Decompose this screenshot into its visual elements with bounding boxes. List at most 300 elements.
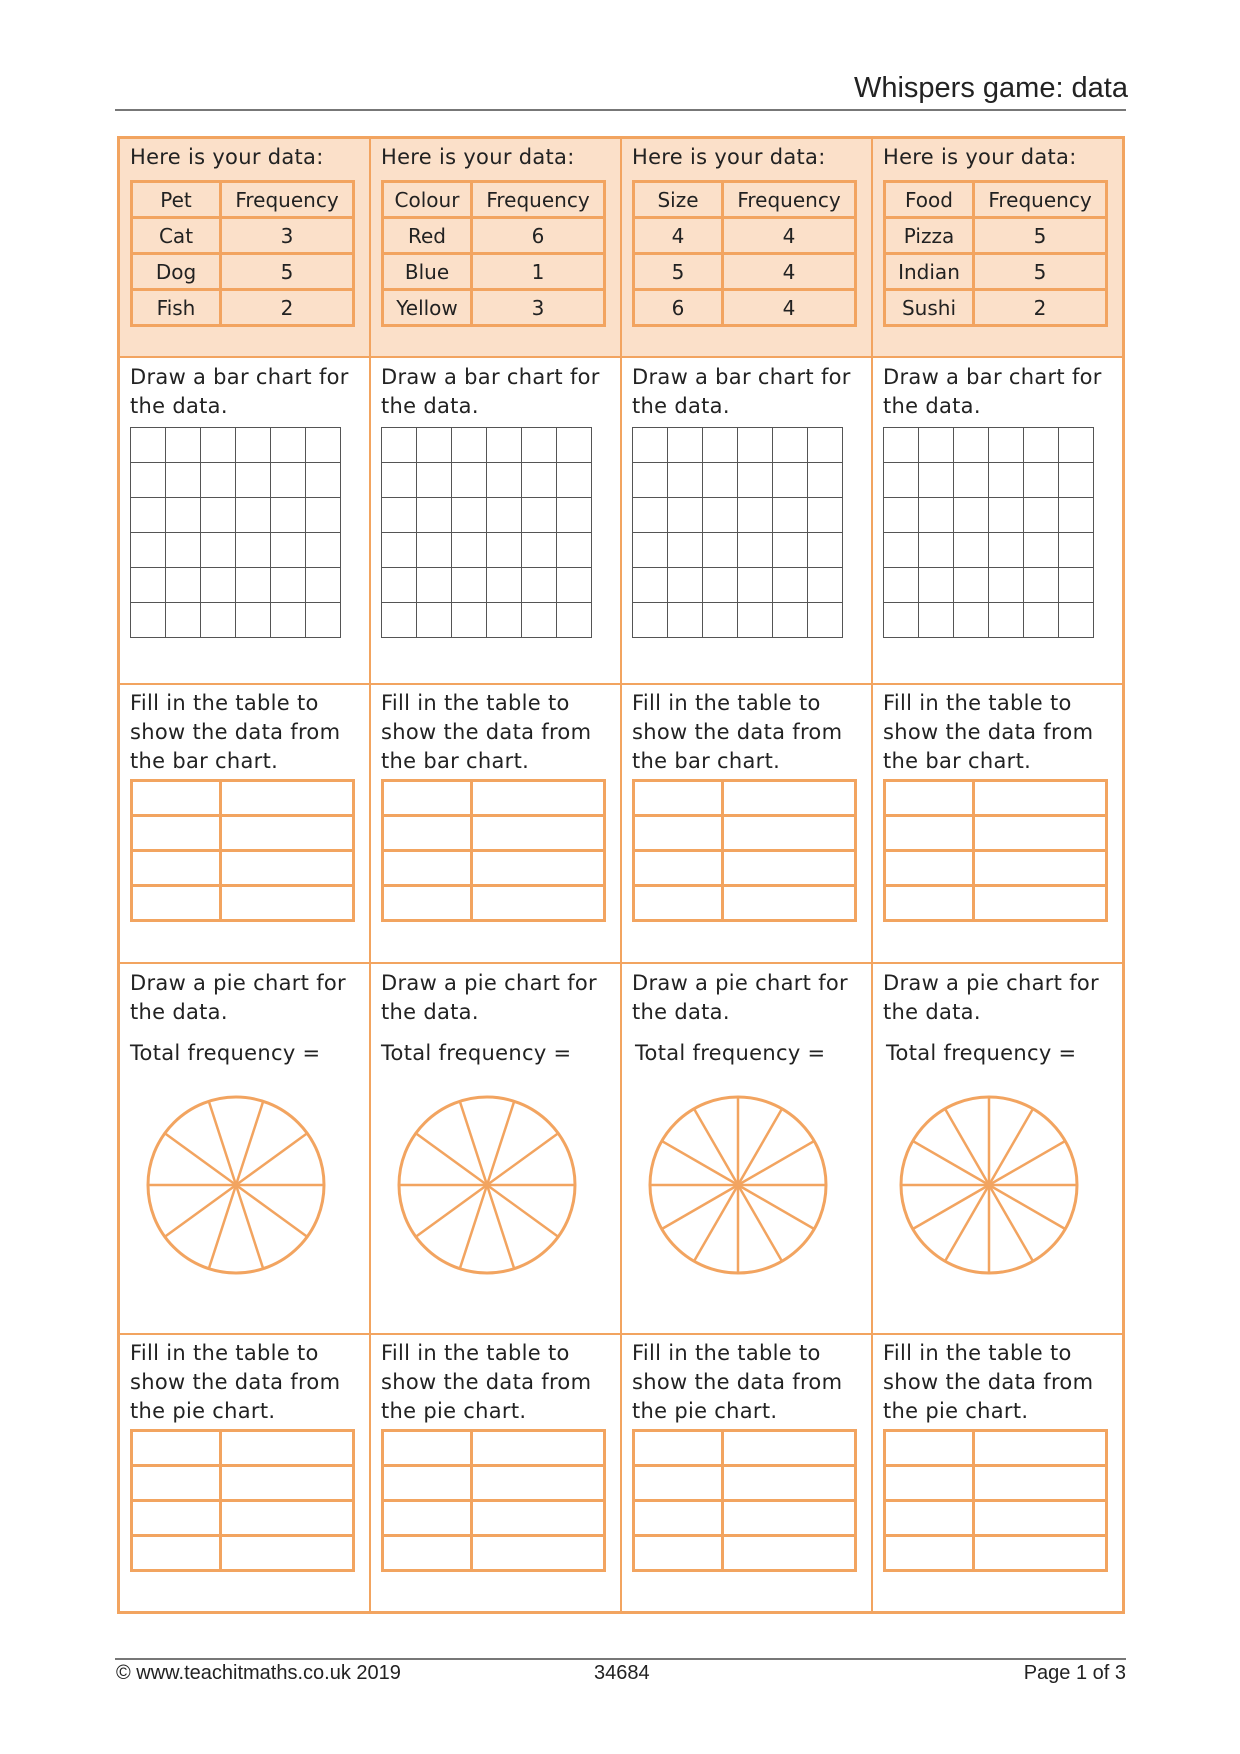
grid-square[interactable]: [989, 568, 1024, 603]
pie-sector-line: [236, 1133, 307, 1185]
blank-cell[interactable]: [723, 1501, 856, 1536]
table-cell: 4: [723, 218, 856, 254]
grid-row: [131, 463, 341, 498]
table-cell: 5: [974, 254, 1107, 290]
table-cell: 5: [634, 254, 723, 290]
fill-bar-table-prompt-line: show the data from: [130, 720, 341, 744]
blank-cell[interactable]: [221, 1536, 354, 1571]
fill-bar-table-prompt: [632, 689, 842, 776]
blank-cell[interactable]: [221, 886, 354, 921]
grid-square[interactable]: [236, 568, 271, 603]
grid-square[interactable]: [417, 498, 452, 533]
grid-square[interactable]: [1059, 568, 1094, 603]
bar-chart-grid[interactable]: [632, 427, 843, 638]
blank-cell[interactable]: [885, 1431, 974, 1466]
blank-cell[interactable]: [383, 886, 472, 921]
total-frequency-label: Total frequency =: [635, 1041, 826, 1065]
grid-square[interactable]: [131, 498, 166, 533]
grid-square[interactable]: [487, 428, 522, 463]
table-row: [132, 1536, 354, 1571]
blank-cell[interactable]: [221, 1431, 354, 1466]
grid-square[interactable]: [236, 603, 271, 638]
grid-row: [382, 498, 592, 533]
grid-square[interactable]: [201, 533, 236, 568]
blank-cell[interactable]: [221, 1466, 354, 1501]
bar-chart-prompt-line: the data.: [381, 394, 479, 418]
grid-square[interactable]: [703, 568, 738, 603]
grid-square[interactable]: [522, 498, 557, 533]
grid-square[interactable]: [1059, 603, 1094, 638]
table-row: [885, 886, 1107, 921]
grid-square[interactable]: [487, 498, 522, 533]
grid-square[interactable]: [236, 498, 271, 533]
grid-square[interactable]: [382, 463, 417, 498]
grid-square[interactable]: [1024, 498, 1059, 533]
grid-square[interactable]: [201, 568, 236, 603]
grid-square[interactable]: [703, 498, 738, 533]
fill-pie-table-prompt: [883, 1339, 1093, 1426]
table-row: [634, 1501, 856, 1536]
grid-square[interactable]: [306, 498, 341, 533]
blank-cell[interactable]: [383, 816, 472, 851]
pie-chart-circle[interactable]: [897, 1093, 1081, 1277]
blank-cell[interactable]: [221, 851, 354, 886]
grid-square[interactable]: [919, 568, 954, 603]
blank-cell[interactable]: [634, 816, 723, 851]
blank-cell[interactable]: [974, 781, 1107, 816]
blank-cell[interactable]: [974, 886, 1107, 921]
grid-square[interactable]: [808, 428, 843, 463]
grid-square[interactable]: [1024, 568, 1059, 603]
blank-cell[interactable]: [472, 886, 605, 921]
grid-square[interactable]: [131, 603, 166, 638]
grid-square[interactable]: [954, 533, 989, 568]
grid-square[interactable]: [808, 568, 843, 603]
pie-answer-table: [632, 1429, 857, 1572]
grid-square[interactable]: [382, 533, 417, 568]
table-row: [885, 1431, 1107, 1466]
grid-square[interactable]: [557, 603, 592, 638]
grid-square[interactable]: [271, 603, 306, 638]
grid-square[interactable]: [1024, 463, 1059, 498]
grid-square[interactable]: [382, 428, 417, 463]
blank-cell[interactable]: [132, 1431, 221, 1466]
grid-square[interactable]: [884, 533, 919, 568]
fill-pie-table-prompt-line: show the data from: [632, 1370, 843, 1394]
table-row: [634, 1466, 856, 1501]
grid-square[interactable]: [236, 463, 271, 498]
table-cell: Red: [383, 218, 472, 254]
grid-square[interactable]: [382, 498, 417, 533]
grid-square[interactable]: [306, 603, 341, 638]
pie-chart-prompt-line: the data.: [130, 1000, 228, 1024]
grid-square[interactable]: [557, 533, 592, 568]
blank-cell[interactable]: [383, 1431, 472, 1466]
grid-row: [131, 428, 341, 463]
pie-chart-prompt-line: the data.: [381, 1000, 479, 1024]
grid-square[interactable]: [452, 498, 487, 533]
grid-square[interactable]: [808, 498, 843, 533]
grid-square[interactable]: [954, 603, 989, 638]
blank-cell[interactable]: [634, 1536, 723, 1571]
table-row: [383, 886, 605, 921]
blank-cell[interactable]: [383, 851, 472, 886]
pie-sector-line: [236, 1185, 307, 1237]
grid-square[interactable]: [773, 428, 808, 463]
grid-square[interactable]: [884, 428, 919, 463]
blank-cell[interactable]: [974, 1501, 1107, 1536]
pie-chart-prompt: [130, 969, 346, 1027]
blank-cell[interactable]: [132, 1536, 221, 1571]
pie-chart-prompt: [883, 969, 1099, 1027]
blank-cell[interactable]: [221, 781, 354, 816]
blank-cell[interactable]: [634, 1466, 723, 1501]
table-cell: 5: [974, 218, 1107, 254]
grid-square[interactable]: [703, 603, 738, 638]
blank-cell[interactable]: [723, 781, 856, 816]
grid-square[interactable]: [989, 463, 1024, 498]
grid-square[interactable]: [1024, 603, 1059, 638]
grid-square[interactable]: [306, 428, 341, 463]
table-row: [634, 1536, 856, 1571]
grid-square[interactable]: [703, 463, 738, 498]
blank-cell[interactable]: [634, 781, 723, 816]
grid-square[interactable]: [271, 498, 306, 533]
grid-square[interactable]: [668, 498, 703, 533]
blank-cell[interactable]: [885, 886, 974, 921]
grid-square[interactable]: [703, 533, 738, 568]
grid-square[interactable]: [166, 568, 201, 603]
fill-bar-table-prompt-line: show the data from: [381, 720, 592, 744]
blank-cell[interactable]: [885, 816, 974, 851]
grid-square[interactable]: [738, 603, 773, 638]
grid-row: [633, 498, 843, 533]
grid-square[interactable]: [201, 603, 236, 638]
table-row: [383, 290, 605, 326]
table-header-row: [383, 182, 605, 218]
bar-answer-table: [883, 779, 1108, 922]
grid-square[interactable]: [884, 463, 919, 498]
table-cell: 2: [974, 290, 1107, 326]
grid-square[interactable]: [522, 463, 557, 498]
table-header-cell: Frequency: [221, 182, 354, 218]
fill-pie-table-prompt: [130, 1339, 340, 1426]
table-row: [885, 218, 1107, 254]
fill-pie-table-prompt: [381, 1339, 591, 1426]
blank-cell[interactable]: [472, 1501, 605, 1536]
grid-square[interactable]: [633, 533, 668, 568]
table-cell: 6: [634, 290, 723, 326]
grid-square[interactable]: [417, 463, 452, 498]
blank-cell[interactable]: [723, 851, 856, 886]
grid-square[interactable]: [884, 603, 919, 638]
blank-cell[interactable]: [974, 851, 1107, 886]
grid-square[interactable]: [306, 568, 341, 603]
grid-square[interactable]: [738, 498, 773, 533]
grid-square[interactable]: [271, 533, 306, 568]
data-heading: Here is your data:: [130, 145, 324, 169]
grid-square[interactable]: [131, 533, 166, 568]
bar-chart-prompt-line: Draw a bar chart for: [632, 365, 851, 389]
grid-square[interactable]: [633, 603, 668, 638]
bar-chart-grid[interactable]: [883, 427, 1094, 638]
grid-square[interactable]: [201, 463, 236, 498]
grid-square[interactable]: [166, 463, 201, 498]
fill-bar-table-prompt-line: the bar chart.: [381, 749, 530, 773]
grid-square[interactable]: [166, 428, 201, 463]
grid-square[interactable]: [884, 498, 919, 533]
table-header-cell: Pet: [132, 182, 221, 218]
grid-square[interactable]: [1059, 428, 1094, 463]
pie-chart-prompt-line: Draw a pie chart for: [130, 971, 346, 995]
blank-cell[interactable]: [383, 1501, 472, 1536]
grid-square[interactable]: [919, 533, 954, 568]
bar-chart-prompt-line: Draw a bar chart for: [883, 365, 1102, 389]
grid-square[interactable]: [989, 533, 1024, 568]
grid-square[interactable]: [738, 533, 773, 568]
grid-square[interactable]: [557, 498, 592, 533]
grid-square[interactable]: [166, 498, 201, 533]
grid-square[interactable]: [773, 498, 808, 533]
grid-square[interactable]: [954, 568, 989, 603]
grid-square[interactable]: [773, 568, 808, 603]
table-row: [634, 218, 856, 254]
grid-square[interactable]: [633, 463, 668, 498]
blank-cell[interactable]: [132, 816, 221, 851]
grid-square[interactable]: [919, 498, 954, 533]
grid-square[interactable]: [201, 498, 236, 533]
grid-square[interactable]: [522, 603, 557, 638]
grid-square[interactable]: [633, 498, 668, 533]
blank-cell[interactable]: [974, 816, 1107, 851]
table-cell: Fish: [132, 290, 221, 326]
blank-cell[interactable]: [723, 816, 856, 851]
table-row: [132, 886, 354, 921]
blank-cell[interactable]: [634, 886, 723, 921]
grid-square[interactable]: [522, 533, 557, 568]
data-heading: Here is your data:: [883, 145, 1077, 169]
grid-square[interactable]: [131, 428, 166, 463]
blank-cell[interactable]: [132, 1466, 221, 1501]
blank-cell[interactable]: [472, 816, 605, 851]
grid-square[interactable]: [989, 428, 1024, 463]
grid-square[interactable]: [487, 463, 522, 498]
grid-square[interactable]: [382, 568, 417, 603]
grid-square[interactable]: [1059, 498, 1094, 533]
grid-square[interactable]: [808, 533, 843, 568]
table-row: [132, 1501, 354, 1536]
pie-sector-line: [209, 1185, 236, 1269]
blank-cell[interactable]: [472, 1431, 605, 1466]
blank-cell[interactable]: [132, 781, 221, 816]
grid-square[interactable]: [773, 463, 808, 498]
table-cell: Sushi: [885, 290, 974, 326]
blank-cell[interactable]: [723, 886, 856, 921]
grid-square[interactable]: [919, 603, 954, 638]
grid-square[interactable]: [131, 568, 166, 603]
table-row: [634, 781, 856, 816]
grid-square[interactable]: [557, 428, 592, 463]
grid-square[interactable]: [738, 463, 773, 498]
grid-square[interactable]: [452, 428, 487, 463]
grid-square[interactable]: [773, 533, 808, 568]
blank-cell[interactable]: [974, 1431, 1107, 1466]
blank-cell[interactable]: [634, 1431, 723, 1466]
column-divider: [620, 139, 622, 1611]
table-row: [132, 254, 354, 290]
grid-square[interactable]: [452, 568, 487, 603]
blank-cell[interactable]: [132, 851, 221, 886]
pie-chart-circle[interactable]: [395, 1093, 579, 1277]
grid-square[interactable]: [166, 533, 201, 568]
grid-square[interactable]: [487, 568, 522, 603]
blank-cell[interactable]: [634, 851, 723, 886]
table-header-row: [132, 182, 354, 218]
blank-cell[interactable]: [885, 1466, 974, 1501]
grid-row: [633, 463, 843, 498]
grid-square[interactable]: [919, 428, 954, 463]
blank-cell[interactable]: [383, 781, 472, 816]
grid-square[interactable]: [131, 463, 166, 498]
table-header-row: [634, 182, 856, 218]
grid-square[interactable]: [989, 498, 1024, 533]
grid-square[interactable]: [633, 428, 668, 463]
pie-sector-line: [209, 1101, 236, 1185]
blank-cell[interactable]: [132, 886, 221, 921]
grid-square[interactable]: [1059, 533, 1094, 568]
table-row: [383, 781, 605, 816]
pie-chart-circle[interactable]: [646, 1093, 830, 1277]
grid-square[interactable]: [382, 603, 417, 638]
blank-cell[interactable]: [974, 1536, 1107, 1571]
blank-cell[interactable]: [723, 1536, 856, 1571]
blank-cell[interactable]: [221, 1501, 354, 1536]
grid-square[interactable]: [417, 603, 452, 638]
grid-square[interactable]: [306, 533, 341, 568]
grid-square[interactable]: [236, 533, 271, 568]
table-cell: 4: [723, 254, 856, 290]
blank-cell[interactable]: [723, 1431, 856, 1466]
blank-cell[interactable]: [472, 851, 605, 886]
grid-row: [884, 603, 1094, 638]
pie-sector-line: [165, 1185, 236, 1237]
grid-square[interactable]: [271, 463, 306, 498]
grid-square[interactable]: [557, 568, 592, 603]
blank-cell[interactable]: [885, 851, 974, 886]
blank-cell[interactable]: [472, 781, 605, 816]
grid-square[interactable]: [236, 428, 271, 463]
pie-sector-line: [236, 1101, 263, 1185]
grid-square[interactable]: [668, 428, 703, 463]
grid-square[interactable]: [452, 463, 487, 498]
fill-pie-table-prompt: [632, 1339, 842, 1426]
grid-square[interactable]: [738, 428, 773, 463]
bar-chart-grid[interactable]: [130, 427, 341, 638]
blank-cell[interactable]: [132, 1501, 221, 1536]
grid-square[interactable]: [773, 603, 808, 638]
grid-square[interactable]: [166, 603, 201, 638]
grid-square[interactable]: [1024, 533, 1059, 568]
fill-pie-table-prompt-line: the pie chart.: [632, 1399, 778, 1423]
grid-square[interactable]: [668, 568, 703, 603]
grid-square[interactable]: [1024, 428, 1059, 463]
grid-square[interactable]: [633, 568, 668, 603]
grid-square[interactable]: [1059, 463, 1094, 498]
grid-square[interactable]: [919, 463, 954, 498]
grid-square[interactable]: [417, 533, 452, 568]
blank-cell[interactable]: [221, 816, 354, 851]
fill-pie-table-prompt-line: the pie chart.: [883, 1399, 1029, 1423]
grid-row: [884, 568, 1094, 603]
blank-cell[interactable]: [383, 1466, 472, 1501]
bar-chart-prompt-line: the data.: [883, 394, 981, 418]
grid-square[interactable]: [954, 428, 989, 463]
grid-square[interactable]: [306, 463, 341, 498]
blank-cell[interactable]: [634, 1501, 723, 1536]
grid-square[interactable]: [487, 603, 522, 638]
table-header-cell: Frequency: [472, 182, 605, 218]
pie-sector-line: [236, 1185, 263, 1269]
bar-chart-grid[interactable]: [381, 427, 592, 638]
fill-pie-table-prompt-line: the pie chart.: [381, 1399, 527, 1423]
grid-square[interactable]: [668, 603, 703, 638]
grid-square[interactable]: [452, 533, 487, 568]
grid-square[interactable]: [557, 463, 592, 498]
fill-bar-table-prompt-line: show the data from: [883, 720, 1094, 744]
grid-square[interactable]: [703, 428, 738, 463]
grid-square[interactable]: [808, 603, 843, 638]
table-cell: 3: [472, 290, 605, 326]
grid-square[interactable]: [271, 428, 306, 463]
grid-square[interactable]: [522, 568, 557, 603]
grid-square[interactable]: [452, 603, 487, 638]
pie-chart-prompt: [632, 969, 848, 1027]
blank-cell[interactable]: [472, 1466, 605, 1501]
total-frequency-label: Total frequency =: [886, 1041, 1077, 1065]
grid-square[interactable]: [668, 463, 703, 498]
fill-pie-table-prompt-line: Fill in the table to: [130, 1341, 319, 1365]
grid-square[interactable]: [271, 568, 306, 603]
table-header-row: [885, 182, 1107, 218]
grid-square[interactable]: [989, 603, 1024, 638]
grid-square[interactable]: [884, 568, 919, 603]
grid-square[interactable]: [954, 463, 989, 498]
grid-square[interactable]: [417, 568, 452, 603]
pie-answer-table: [381, 1429, 606, 1572]
footer-copyright: © www.teachitmaths.co.uk 2019: [116, 1662, 401, 1684]
data-table: [381, 180, 606, 327]
pie-chart-circle[interactable]: [144, 1093, 328, 1277]
grid-square[interactable]: [417, 428, 452, 463]
grid-square[interactable]: [201, 428, 236, 463]
blank-cell[interactable]: [885, 781, 974, 816]
grid-square[interactable]: [522, 428, 557, 463]
grid-square[interactable]: [738, 568, 773, 603]
table-header-cell: Frequency: [974, 182, 1107, 218]
blank-cell[interactable]: [472, 1536, 605, 1571]
blank-cell[interactable]: [974, 1466, 1107, 1501]
grid-square[interactable]: [808, 463, 843, 498]
grid-square[interactable]: [668, 533, 703, 568]
grid-square[interactable]: [487, 533, 522, 568]
grid-row: [633, 533, 843, 568]
blank-cell[interactable]: [885, 1501, 974, 1536]
blank-cell[interactable]: [383, 1536, 472, 1571]
table-row: [132, 781, 354, 816]
blank-cell[interactable]: [723, 1466, 856, 1501]
blank-cell[interactable]: [885, 1536, 974, 1571]
grid-square[interactable]: [954, 498, 989, 533]
